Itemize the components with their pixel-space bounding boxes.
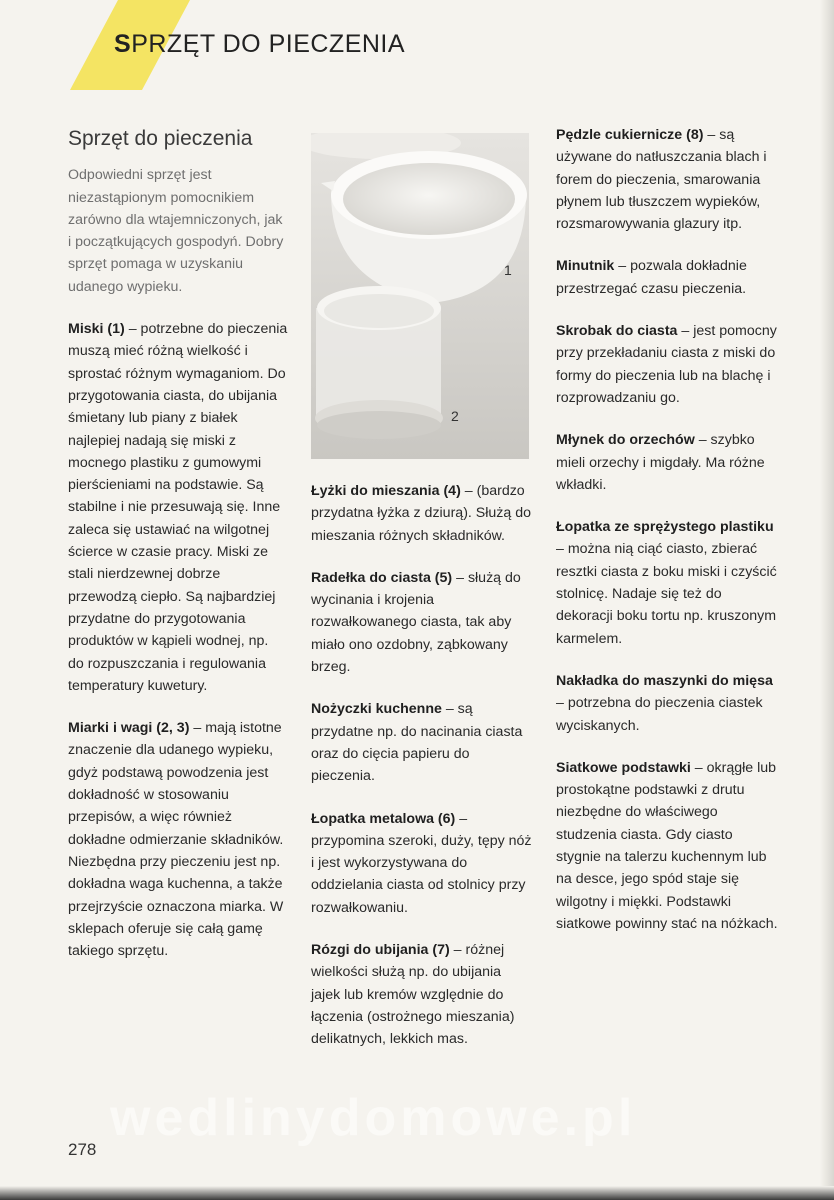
entry-skrobak — [556, 320, 778, 409]
entry-nozyczki — [311, 698, 533, 787]
text-column-right — [556, 124, 778, 955]
entry-pedzle-title: Pędzle cukiernicze (8) — [556, 127, 704, 143]
large-bowl-inside — [343, 163, 515, 235]
page-number: 278 — [68, 1140, 97, 1159]
measuring-cup-inside — [324, 294, 434, 328]
entry-minutnik — [556, 255, 778, 300]
intro-paragraph: Odpowiedni sprzęt jest niezastąpionym pomocnikiem zarówno dla wtajemniczonych, jak i początkujących gospodyń. Dobry sprzęt pomaga w uzyskaniu udanego wypieku. — [68, 167, 284, 295]
entry-rozgi-text: – różnej wielkości służą np. do ubijania jajek lub kremów względnie do łączenia (ostrożnego mieszania) delikatnych, lekkich mas. — [311, 942, 515, 1048]
entry-siatkowe-title: Siatkowe podstawki — [556, 759, 691, 776]
entry-siatkowe-text: – okrągłe lub prostokątne podstawki z drutu niezbędne do właściwego studzenia ciasta. Gdy ciasto stygnie na talerzu kuchennym lub na desce, jego spód staje się wilgotny i miękki. Podstawki siatkowe powinny stać na nóżkach. — [556, 759, 778, 932]
entry-mlynek-title: Młynek do orzechów — [556, 432, 695, 449]
scale-base — [317, 411, 441, 439]
entry-skrobak-text: – jest pomocny przy przekładaniu ciasta z miski do formy do pieczenia lub na blachę i rozprowadzaniu go. — [556, 323, 777, 406]
entry-minutnik-text: – pozwala dokładnie przestrzegać czasu pieczenia. — [556, 258, 747, 297]
entry-pedzle-text: – są używane do natłuszczania blach i forem do pieczenia, smarowania płynem lub tłuszczem wypieków, rozsmarowywania glazury itp. — [556, 127, 767, 233]
entry-lopatka-sprezysta-title: Łopatka ze sprężystego plastiku — [556, 519, 774, 536]
photo-illustration — [311, 133, 529, 459]
entry-nakladka-title: Nakładka do maszynki do mięsa — [556, 672, 773, 689]
entry-lyzki-text: – (bardzo przydatna łyżka z dziurą). Służą do mieszania różnych składników. — [311, 483, 532, 544]
entry-rozgi — [311, 939, 533, 1050]
watermark: wedlinydomowe.pl — [110, 1089, 637, 1147]
page-bottom-shadow — [0, 1186, 834, 1200]
entry-radelka — [311, 567, 533, 678]
entry-miski-title: Miski (1) — [68, 321, 125, 338]
entry-minutnik-title: Minutnik — [556, 258, 615, 275]
entry-pedzle — [556, 124, 778, 235]
entry-nakladka-text: – potrzebna do pieczenia ciastek wyciskanych. — [556, 695, 763, 734]
photo-label-1: 1 — [504, 262, 512, 278]
entry-lyzki-title: Łyżki do mieszania (4) — [311, 483, 461, 499]
bowls-and-measuring-cup-photo — [311, 133, 529, 459]
entry-miarki-text: – mają istotne znaczenie dla udanego wypieku, gdyż podstawą powodzenia jest dokładność w stosowaniu przepisów, a więc również dokładne odmierzanie składników. Niezbędna przy pieczeniu jest np. dokładna waga kuchenna, a także przejrzyście oznaczona miarka. W sklepach oferuje się całą gamę takiego sprzętu. — [68, 720, 284, 960]
entry-lyzki — [311, 480, 533, 547]
text-column-middle — [311, 480, 533, 1071]
photo-label-2: 2 — [451, 408, 459, 424]
page-edge-shadow — [820, 0, 834, 1200]
section-heading: Sprzęt do pieczenia — [68, 127, 253, 150]
page-title-rest: PRZĘT DO PIECZENIA — [131, 30, 406, 58]
entry-radelka-title: Radełka do ciasta (5) — [311, 569, 453, 586]
page-title — [114, 30, 405, 59]
entry-siatkowe — [556, 757, 778, 935]
entry-nakladka — [556, 670, 778, 737]
entry-miarki-title: Miarki i wagi (2, 3) — [68, 720, 190, 737]
entry-lopatka-sprezysta — [556, 516, 778, 650]
entry-lopatka-metalowa — [311, 808, 533, 919]
entry-miarki — [68, 717, 288, 962]
entry-miski-text: – potrzebne do pieczenia muszą mieć różną wielkość i sprostać różnym wymaganiom. Do przygotowania ciasta, do ubijania śmietany lub piany z białek najlepiej nadają się miski z mocnego plastiku z gumowymi pierścieniami na podstawie. Są stabilne i nie przesuwają się. Inne zaleca się ustawiać na wilgotnej ścierce w czasie pracy. Miski ze stali nierdzewnej dobrze przewodzą ciepło. Są najbardziej przydatne do przygotowania produktów w kąpieli wodnej, np. do rozpuszczania i regulowania temperatury kuwetury. — [68, 321, 288, 694]
entry-skrobak-title: Skrobak do ciasta — [556, 323, 678, 340]
entry-miski — [68, 318, 288, 697]
entry-nozyczki-title: Nożyczki kuchenne — [311, 701, 442, 718]
entry-mlynek-text: – szybko mieli orzechy i migdały. Ma różne wkładki. — [556, 432, 765, 493]
page-title-initial: S — [114, 30, 132, 58]
entry-radelka-text: – służą do wycinania i krojenia rozwałkowanego ciasta, tak aby miało ono ozdobny, ząbkowany brzeg. — [311, 569, 521, 676]
entry-mlynek — [556, 429, 778, 496]
text-column-left — [68, 128, 288, 982]
entry-lopatka-metalowa-title: Łopatka metalowa (6) — [311, 810, 456, 827]
entry-rozgi-title: Rózgi do ubijania (7) — [311, 942, 450, 959]
entry-lopatka-metalowa-text: – przypomina szeroki, duży, tępy nóż i jest wykorzystywana do oddzielania ciasta od stolnicy przy rozwałkowaniu. — [311, 810, 532, 916]
entry-lopatka-sprezysta-text: – można nią ciąć ciasto, zbierać resztki ciasta z boku miski i czyścić stolnicę. Nadaje się też do dekoracji boku tortu np. kruszonym karmelem. — [556, 541, 777, 647]
entry-nozyczki-text: – są przydatne np. do nacinania ciasta oraz do cięcia papieru do pieczenia. — [311, 701, 523, 785]
